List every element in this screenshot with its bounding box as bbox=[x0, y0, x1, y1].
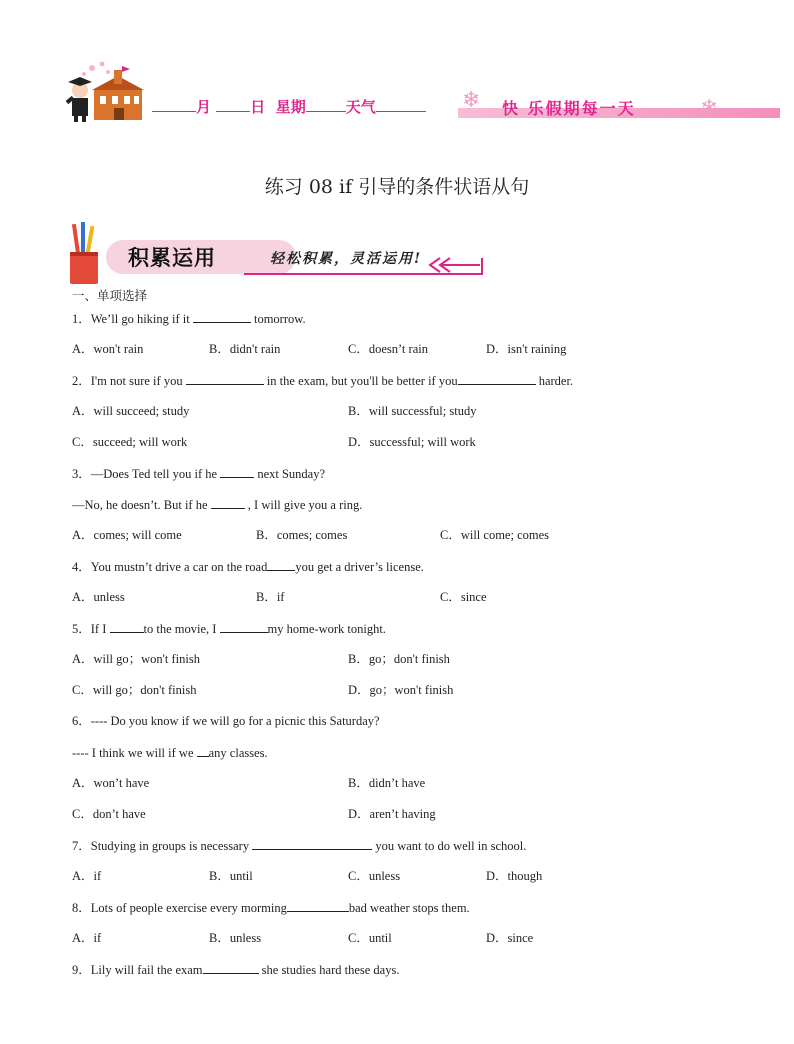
question-stem-line2: ---- I think we will if we any classes. bbox=[72, 739, 752, 770]
page-title: 练习 08 if 引导的条件状语从句 bbox=[264, 176, 530, 198]
option-row bbox=[72, 863, 752, 894]
answer-blank[interactable] bbox=[220, 619, 268, 633]
answer-blank[interactable] bbox=[458, 371, 536, 385]
answer-blank[interactable] bbox=[267, 557, 295, 571]
option-row bbox=[72, 584, 752, 615]
page-header bbox=[0, 60, 794, 130]
option-b[interactable]: B．didn’t have bbox=[348, 776, 426, 790]
option-c[interactable]: C．until bbox=[348, 931, 392, 945]
snowflake-icon: ❄ bbox=[462, 88, 481, 113]
question-stem: 6．---- Do you know if we will go for a picnic this Saturday? bbox=[72, 714, 380, 728]
option-row bbox=[72, 925, 752, 956]
answer-blank[interactable] bbox=[197, 743, 209, 757]
option-c[interactable]: C．don’t have bbox=[72, 807, 146, 821]
question-stem: 1．We’ll go hiking if it tomorrow. bbox=[72, 305, 752, 336]
header-slogan: 快 乐假期每一天 bbox=[502, 99, 636, 118]
question-stem: 8．Lots of people exercise every morming bad weather stops them. bbox=[72, 894, 752, 925]
option-a[interactable]: A．if bbox=[72, 931, 102, 945]
option-d[interactable]: D．successful; will work bbox=[348, 435, 476, 449]
option-d[interactable]: D．though bbox=[486, 869, 543, 883]
weather-blank bbox=[376, 97, 426, 112]
option-b[interactable]: B．if bbox=[256, 590, 285, 604]
option-b[interactable]: B．will successful; study bbox=[348, 404, 477, 418]
question-stem: 2．I'm not sure if you in the exam, but you'll be better if you harder. bbox=[72, 367, 752, 398]
option-row bbox=[72, 336, 752, 367]
answer-blank[interactable] bbox=[186, 371, 264, 385]
answer-blank[interactable] bbox=[220, 464, 254, 478]
question-stem: 4．You mustn’t drive a car on the road you get a driver’s license. bbox=[72, 553, 752, 584]
option-c[interactable]: C．unless bbox=[348, 869, 401, 883]
option-row bbox=[72, 770, 752, 801]
pencil-cup-icon bbox=[66, 222, 102, 286]
weekday-blank bbox=[306, 97, 346, 112]
month-label: 月 bbox=[196, 98, 212, 116]
option-d[interactable]: D．isn't raining bbox=[486, 342, 567, 356]
option-row bbox=[72, 646, 752, 677]
answer-blank[interactable] bbox=[203, 960, 259, 974]
day-label: 日 bbox=[250, 98, 266, 116]
question-stem: 9．Lily will fail the exam she studies hard these days. bbox=[72, 956, 752, 987]
answer-blank[interactable] bbox=[211, 495, 245, 509]
weekday-label: 星期 bbox=[275, 98, 306, 116]
option-b[interactable]: B．until bbox=[209, 869, 253, 883]
question-stem: 7．Studying in groups is necessary you want to do well in school. bbox=[72, 832, 752, 863]
option-c[interactable]: C．succeed; will work bbox=[72, 435, 188, 449]
option-a[interactable]: A．will go；won't finish bbox=[72, 652, 200, 666]
day-blank bbox=[216, 97, 250, 112]
option-a[interactable]: A．won't rain bbox=[72, 342, 144, 356]
option-row bbox=[72, 801, 752, 832]
option-b[interactable]: B．didn't rain bbox=[209, 342, 281, 356]
option-a[interactable]: A．unless bbox=[72, 590, 125, 604]
answer-blank[interactable] bbox=[252, 836, 372, 850]
option-d[interactable]: D．aren’t having bbox=[348, 807, 436, 821]
answer-blank[interactable] bbox=[193, 309, 251, 323]
banner-subheading: 轻松积累，灵活运用! bbox=[270, 251, 423, 267]
option-c[interactable]: C．doesn’t rain bbox=[348, 342, 428, 356]
graduate-school-logo bbox=[62, 60, 148, 124]
snowflake-icon: ❄ bbox=[700, 96, 719, 121]
banner-heading: 积累运用 bbox=[128, 246, 216, 270]
month-blank bbox=[152, 97, 196, 112]
option-a[interactable]: A．if bbox=[72, 869, 102, 883]
option-d[interactable]: D．go；won't finish bbox=[348, 683, 454, 697]
answer-blank[interactable] bbox=[110, 619, 144, 633]
option-c[interactable]: C．will go；don't finish bbox=[72, 683, 197, 697]
weather-label: 天气 bbox=[345, 98, 376, 116]
question-stem: 5．If I to the movie, I my home-work tonight. bbox=[72, 615, 752, 646]
option-b[interactable]: B．go；don't finish bbox=[348, 652, 450, 666]
option-a[interactable]: A．comes; will come bbox=[72, 528, 182, 542]
option-a[interactable]: A．will succeed; study bbox=[72, 404, 190, 418]
date-line bbox=[152, 96, 426, 118]
option-b[interactable]: B．comes; comes bbox=[256, 528, 348, 542]
question-stem: 3．—Does Ted tell you if he next Sunday? bbox=[72, 460, 752, 491]
answer-blank[interactable] bbox=[287, 898, 349, 912]
option-d[interactable]: D．since bbox=[486, 931, 534, 945]
option-c[interactable]: C．since bbox=[440, 590, 487, 604]
section-banner bbox=[66, 222, 486, 286]
exercise-content bbox=[72, 287, 752, 987]
question-stem-line2: —No, he doesn’t. But if he , I will give you a ring. bbox=[72, 491, 752, 522]
option-b[interactable]: B．unless bbox=[209, 931, 262, 945]
option-c[interactable]: C．will come; comes bbox=[440, 528, 550, 542]
option-row bbox=[72, 429, 752, 460]
section-title: 一、单项选择 bbox=[72, 288, 148, 303]
option-row bbox=[72, 677, 752, 708]
option-row bbox=[72, 398, 752, 429]
option-a[interactable]: A．won’t have bbox=[72, 776, 150, 790]
option-row bbox=[72, 522, 752, 553]
